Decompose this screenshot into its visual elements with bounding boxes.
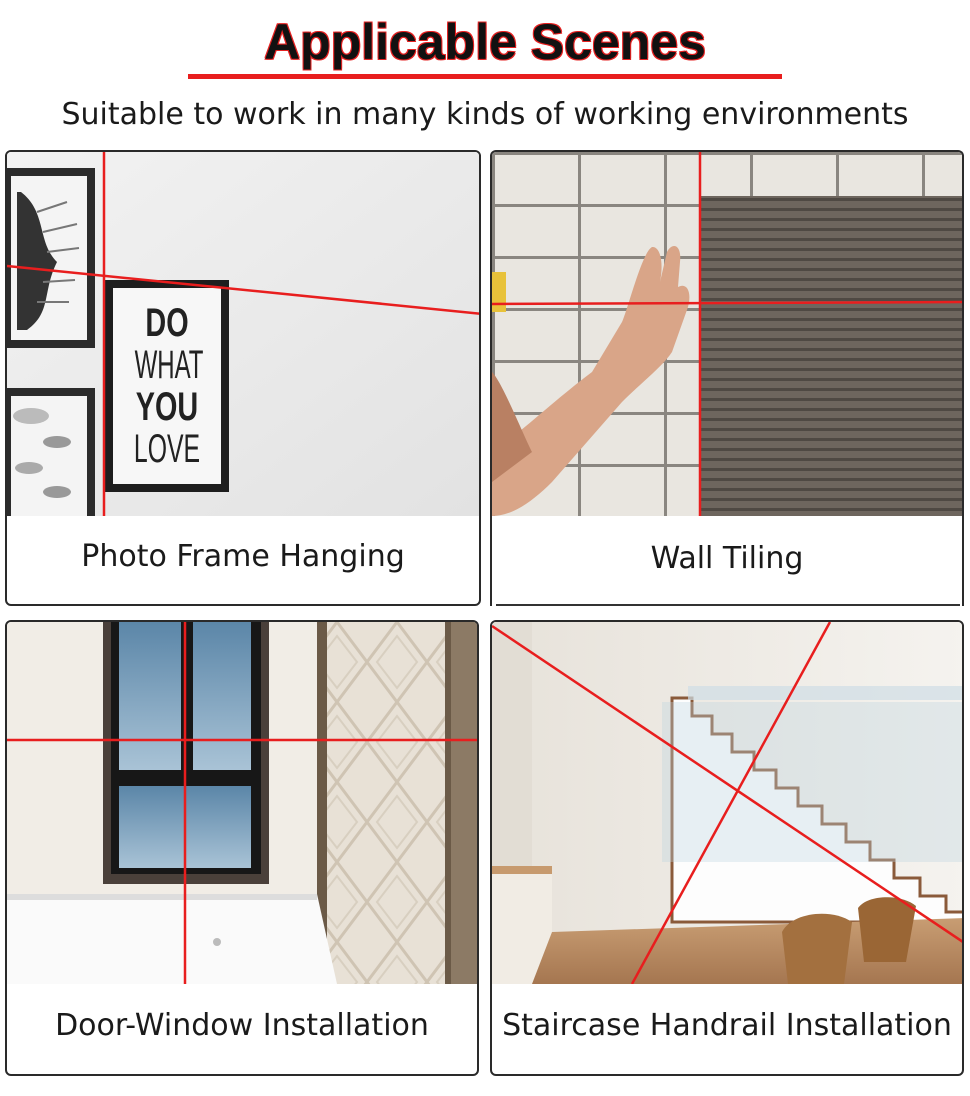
- scene-card-wall-tiling: [490, 150, 964, 606]
- scene-label-staircase: Staircase Handrail Installation: [502, 1008, 952, 1043]
- card-divider: [496, 604, 960, 606]
- photo-frame-scene-image: [7, 152, 479, 516]
- scene-label-photo-frame: Photo Frame Hanging: [81, 539, 405, 574]
- page-subtitle: Suitable to work in many kinds of working environments: [61, 97, 909, 132]
- staircase-scene-image: [492, 622, 962, 984]
- scene-label-wall-tiling: Wall Tiling: [650, 541, 804, 576]
- wall-tiling-scene-image: [492, 152, 962, 516]
- scene-card-door-window: [5, 620, 479, 1076]
- scene-label-door-window: Door-Window Installation: [55, 1008, 429, 1043]
- poster-line-4: LOVE: [133, 427, 201, 471]
- poster-line-3: YOU: [135, 385, 199, 429]
- scene-card-staircase: [490, 620, 964, 1076]
- poster-text: [113, 302, 221, 470]
- poster-line-1: DO: [145, 301, 189, 345]
- page-title: Applicable Scenes: [264, 14, 706, 70]
- door-window-scene-image: [7, 622, 477, 984]
- title-underline: [188, 74, 782, 79]
- scene-card-photo-frame: [5, 150, 481, 606]
- poster-line-2: WHAT: [134, 343, 204, 387]
